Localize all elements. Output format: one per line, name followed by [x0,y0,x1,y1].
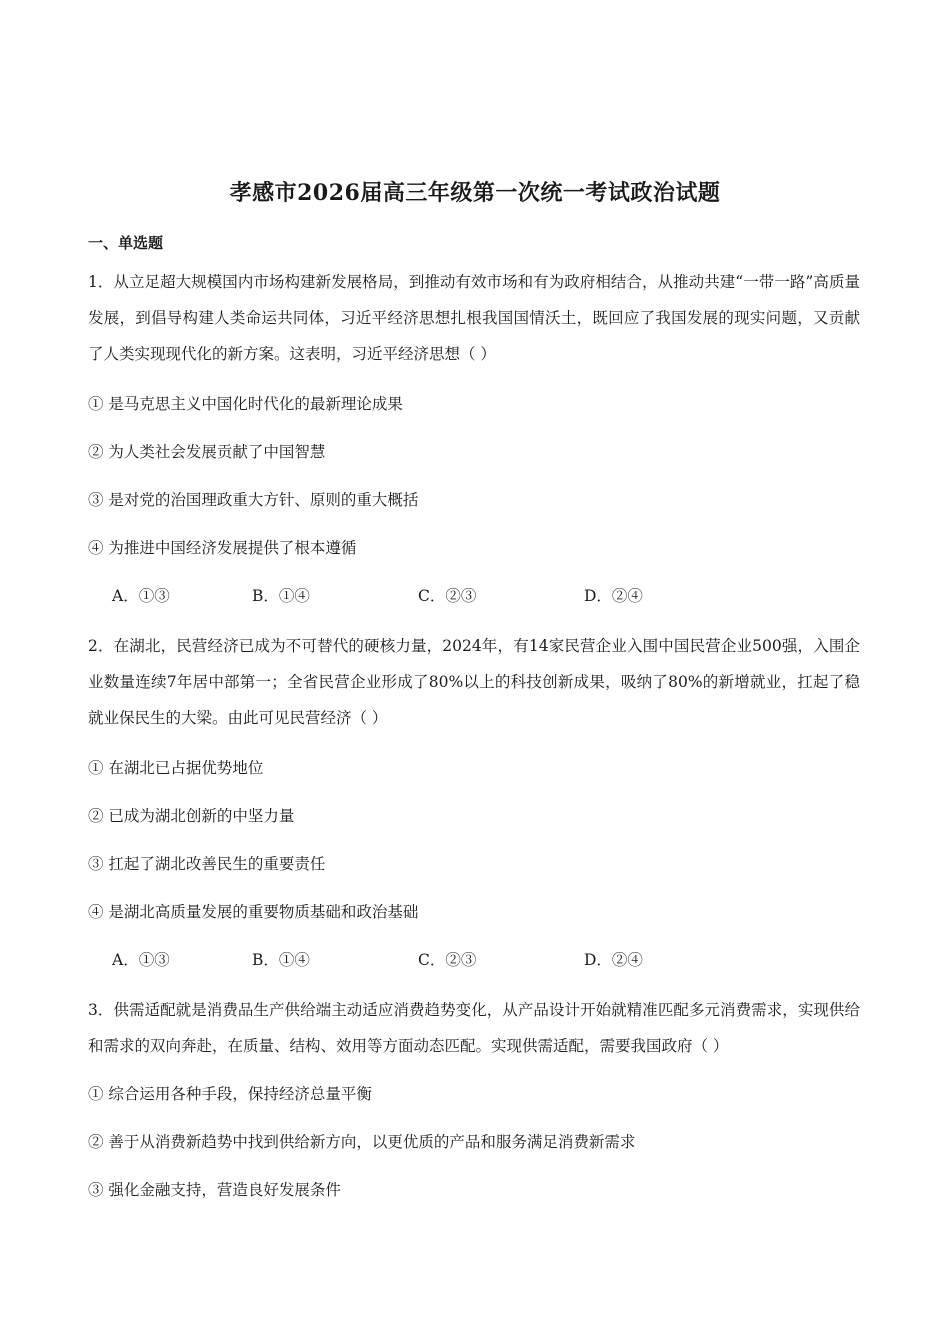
question-1-item-1: ① 是马克思主义中国化时代化的最新理论成果 [88,395,403,413]
question-3-stem: 3．供需适配就是消费品生产供给端主动适应消费趋势变化，从产品设计开始就精准匹配多元消费需求，实现供给和需求的双向奔赴，在质量、结构、效用等方面动态匹配。实现供需适配，需要我国政府（ ） [88,1001,860,1055]
question-1-choice-b[interactable]: B．①④ [252,587,310,605]
question-3-item-2: ② 善于从消费新趋势中找到供给新方向，以更优质的产品和服务满足消费新需求 [88,1133,636,1151]
question-2-stem: 2．在湖北，民营经济已成为不可替代的硬核力量，2024年，有14家民营企业入围中国民营企业500强，入围企业数量连续7年居中部第一；全省民营企业形成了80%以上的科技创新成果，吸纳了80%的新增就业，扛起了稳就业保民生的大梁。由此可见民营经济（ ） [88,637,860,727]
question-2-choice-b[interactable]: B．①④ [252,951,310,969]
question-1-choice-d[interactable]: D．②④ [584,587,643,605]
question-1-item-2: ② 为人类社会发展贡献了中国智慧 [88,443,326,461]
exam-title: 孝感市2026届高三年级第一次统一考试政治试题 [229,180,721,206]
question-3-item-1: ① 综合运用各种手段，保持经济总量平衡 [88,1085,372,1103]
question-2-item-2: ② 已成为湖北创新的中坚力量 [88,807,295,825]
section-heading: 一、单选题 [88,234,164,252]
question-2-choice-d[interactable]: D．②④ [584,951,643,969]
question-3-item-3: ③ 强化金融支持，营造良好发展条件 [88,1181,341,1199]
question-1-choice-c[interactable]: C．②③ [418,587,477,605]
question-1-stem: 1．从立足超大规模国内市场构建新发展格局，到推动有效市场和有为政府相结合，从推动共建“一带一路”高质量发展，到倡导构建人类命运共同体，习近平经济思想扎根我国国情沃土，既回应了我国发展的现实问题，又贡献了人类实现现代化的新方案。这表明，习近平经济思想（ ） [88,273,860,363]
question-2-item-4: ④ 是湖北高质量发展的重要物质基础和政治基础 [88,903,419,921]
question-1-item-3: ③ 是对党的治国理政重大方针、原则的重大概括 [88,491,419,509]
question-2-choice-a[interactable]: A．①③ [112,951,170,969]
question-1-item-4: ④ 为推进中国经济发展提供了根本遵循 [88,539,357,557]
question-1-choice-a[interactable]: A．①③ [112,587,170,605]
question-2-item-3: ③ 扛起了湖北改善民生的重要责任 [88,855,326,873]
question-2-item-1: ① 在湖北已占据优势地位 [88,759,264,777]
question-2-choice-c[interactable]: C．②③ [418,951,477,969]
